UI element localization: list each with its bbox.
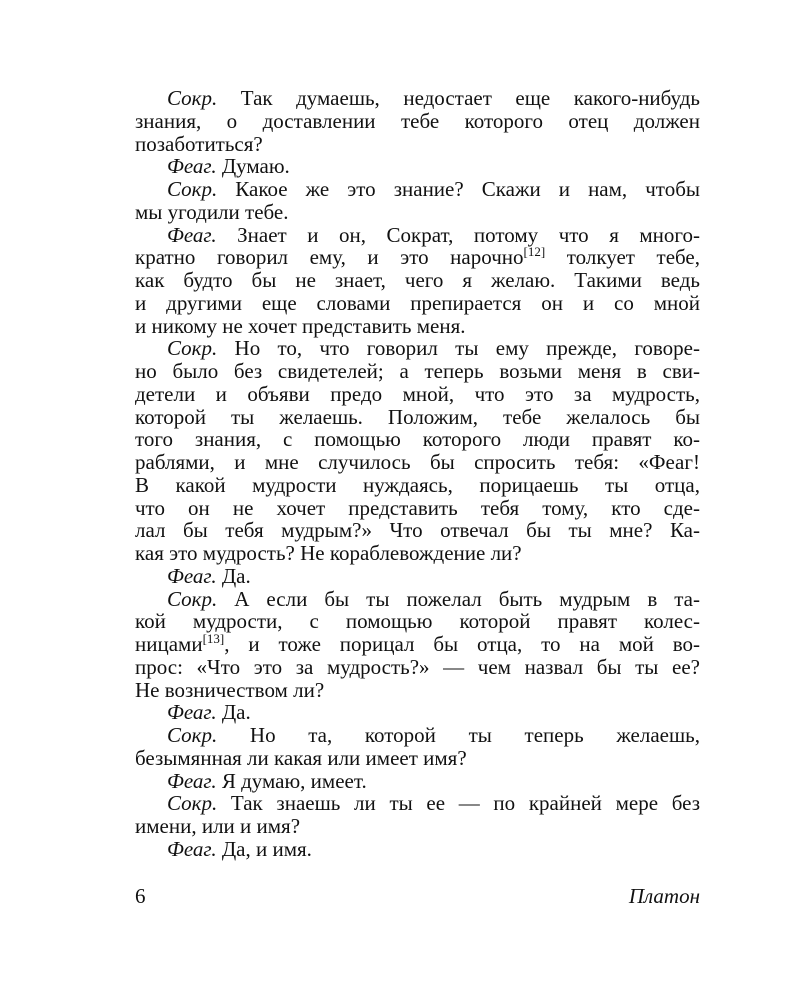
text-line — [135, 497, 700, 520]
line-text: А если бы ты пожелал быть мудрым в та- — [217, 586, 700, 611]
text-line — [135, 588, 700, 611]
text-line — [135, 565, 700, 588]
line-text: что он не хочет представить тебя тому, кто сде- — [135, 495, 700, 520]
text-line — [135, 87, 700, 110]
text-line — [135, 724, 700, 747]
text-line — [135, 474, 700, 497]
text-line — [135, 315, 700, 338]
speaker-name: Сокр. — [167, 177, 218, 201]
text-line — [135, 633, 700, 656]
text-line — [135, 838, 700, 861]
line-text: Так знаешь ли ты ее — по крайней мере без — [217, 791, 700, 816]
speaker-name: Феаг. — [167, 768, 217, 793]
line-text: кой мудрости, с помощью которой правят колес- — [135, 609, 700, 634]
line-text: того знания, с помощью которого люди правят ко- — [135, 427, 700, 452]
text-line — [135, 133, 700, 156]
speaker-name: Сокр. — [167, 586, 218, 611]
running-title: Платон — [628, 884, 700, 908]
line-text: кратно говорил ему, и это нарочно — [135, 245, 524, 270]
text-line — [135, 610, 700, 633]
line-text: и никому не хочет представить меня. — [135, 313, 466, 338]
text-line — [135, 155, 700, 178]
footnote-reference[interactable]: [12] — [523, 244, 546, 260]
line-text: позаботиться? — [135, 131, 263, 156]
line-text-continued: толкует тебе, — [545, 245, 700, 270]
line-text: Но то, что говорил ты ему прежде, говоре- — [217, 336, 700, 361]
line-text: В какой мудрости нуждаясь, порицаешь ты отца, — [135, 472, 700, 497]
line-text: имени, или и имя? — [135, 814, 301, 838]
text-line — [135, 246, 700, 269]
speaker-name: Сокр. — [167, 86, 218, 110]
line-text: раблями, и мне случилось бы спросить тебя: «Феаг! — [135, 450, 700, 474]
line-text: знания, о доставлении тебе которого отец должен — [135, 108, 700, 133]
line-text: Думаю. — [216, 154, 290, 179]
text-line — [135, 701, 700, 724]
line-text: Не возничеством ли? — [135, 677, 325, 702]
line-text-continued: , и тоже порицал бы отца, то на мой во- — [224, 632, 700, 656]
text-line — [135, 679, 700, 702]
text-line — [135, 201, 700, 224]
text-line — [135, 792, 700, 815]
text-line — [135, 110, 700, 133]
line-text: но было без свидетелей; а теперь возьми меня в сви- — [135, 359, 700, 383]
footnote-reference[interactable]: [13] — [202, 631, 225, 646]
text-line — [135, 178, 700, 201]
line-text: Но та, которой ты теперь желаешь, — [217, 723, 700, 747]
text-line — [135, 542, 700, 565]
line-text: прос: «Что это за мудрость?» — чем назвал бы ты ее? — [135, 654, 700, 679]
text-line — [135, 770, 700, 793]
text-line — [135, 519, 700, 542]
speaker-name: Сокр. — [167, 336, 218, 361]
line-text: ницами — [135, 632, 203, 656]
line-text: кая это мудрость? Не кораблевождение ли? — [135, 541, 522, 565]
text-line — [135, 656, 700, 679]
text-line — [135, 451, 700, 474]
speaker-name: Сокр. — [167, 723, 218, 747]
line-text: Знает и он, Сократ, потому что я много- — [216, 222, 700, 247]
text-line — [135, 383, 700, 406]
line-text: Да. — [216, 700, 251, 725]
page-number: 6 — [135, 884, 146, 908]
line-text: Да. — [216, 563, 251, 588]
speaker-name: Феаг. — [167, 563, 217, 588]
line-text: которой ты желаешь. Положим, тебе желалось бы — [135, 404, 700, 429]
speaker-name: Феаг. — [167, 836, 217, 861]
line-text: как будто бы не знает, чего я желаю. Такими ведь — [135, 268, 700, 292]
speaker-name: Феаг. — [167, 222, 217, 247]
line-text: мы угодили тебе. — [135, 199, 289, 224]
line-text: Так думаешь, недостает еще какого-нибудь — [217, 86, 700, 110]
text-line — [135, 360, 700, 383]
line-text: детели и объяви предо мной, что это за мудрость, — [135, 381, 700, 406]
page-footer — [135, 884, 700, 912]
text-line — [135, 292, 700, 315]
text-line — [135, 224, 700, 247]
text-line — [135, 747, 700, 770]
text-line — [135, 428, 700, 451]
line-text: Какое же это знание? Скажи и нам, чтобы — [217, 177, 700, 201]
text-line — [135, 815, 700, 838]
line-text: и другими еще словами препирается он и со мной — [135, 290, 700, 315]
text-line — [135, 337, 700, 360]
speaker-name: Сокр. — [167, 791, 218, 816]
speaker-name: Феаг. — [167, 154, 217, 179]
line-text: Я думаю, имеет. — [216, 768, 367, 793]
text-line — [135, 269, 700, 292]
line-text: лал бы тебя мудрым?» Что отвечал бы ты мне? Ка- — [135, 518, 700, 543]
speaker-name: Феаг. — [167, 700, 217, 725]
dialogue-text — [135, 87, 700, 861]
text-line — [135, 406, 700, 429]
line-text: безымянная ли какая или имеет имя? — [135, 745, 467, 770]
line-text: Да, и имя. — [216, 836, 312, 861]
